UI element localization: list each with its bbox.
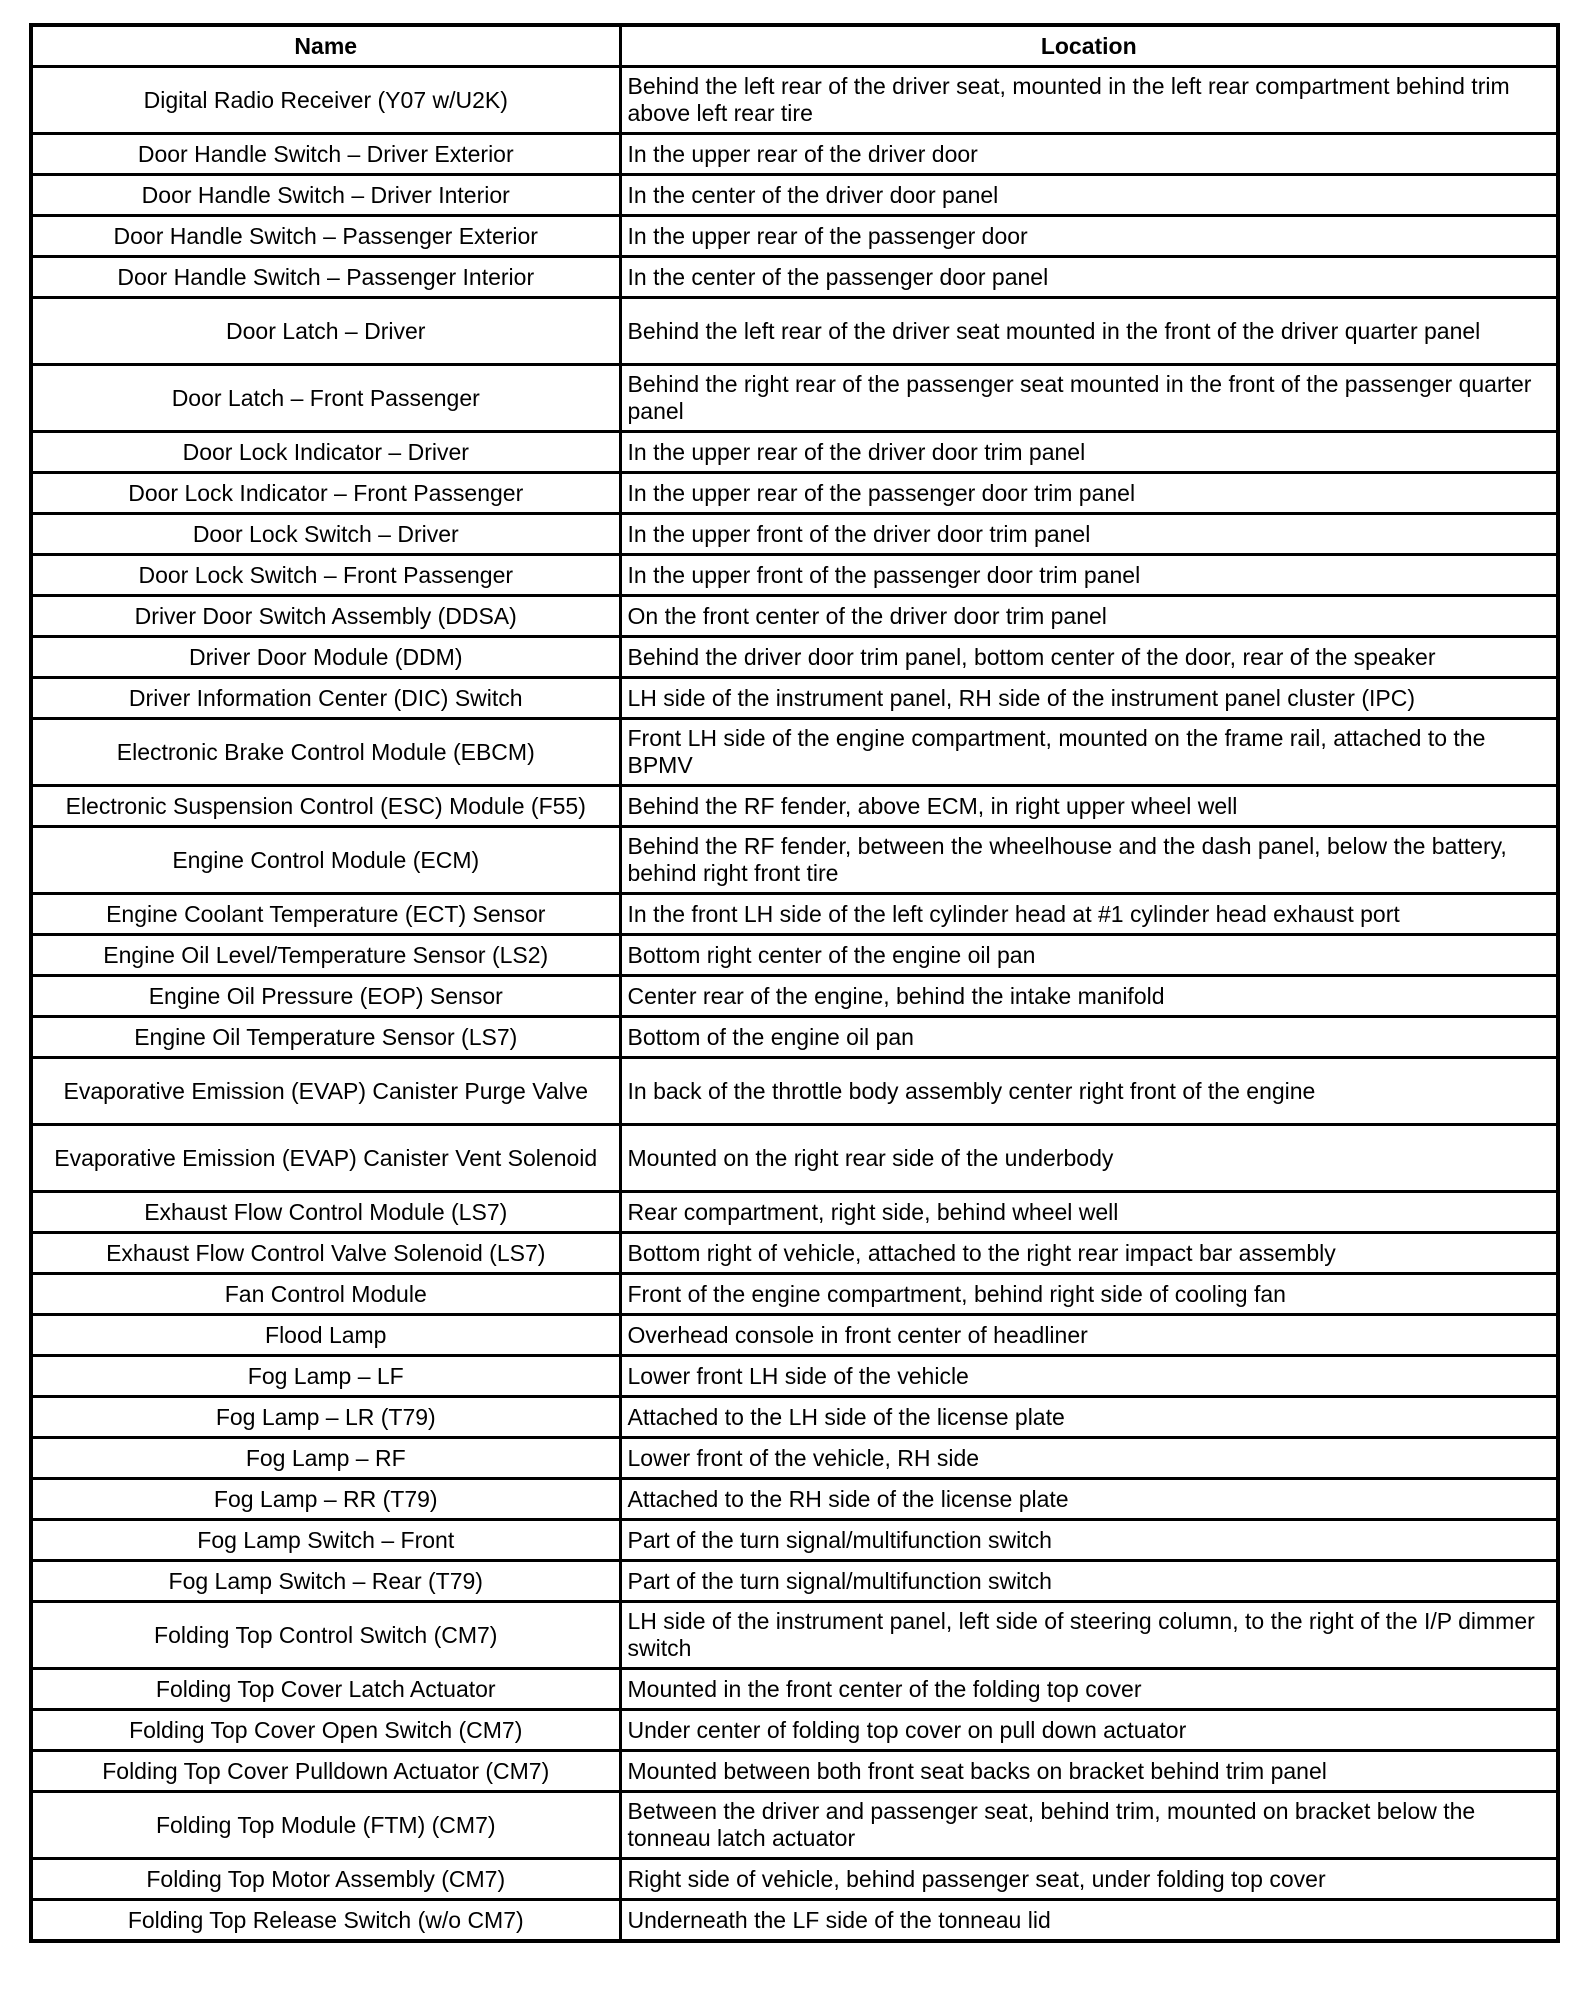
component-name-cell: Door Latch – Front Passenger (31, 365, 620, 432)
component-name-cell: Folding Top Release Switch (w/o CM7) (31, 1900, 620, 1942)
component-name-cell: Exhaust Flow Control Module (LS7) (31, 1192, 620, 1233)
component-location-cell: Between the driver and passenger seat, behind trim, mounted on bracket below the tonneau latch actuator (620, 1792, 1558, 1859)
table-row (31, 1602, 1558, 1669)
table-row (31, 1315, 1558, 1356)
component-name-cell: Fog Lamp Switch – Front (31, 1520, 620, 1561)
component-name-cell: Evaporative Emission (EVAP) Canister Purge Valve (31, 1058, 620, 1125)
table-row (31, 1520, 1558, 1561)
component-location-cell: Right side of vehicle, behind passenger seat, under folding top cover (620, 1859, 1558, 1900)
component-name-cell: Folding Top Module (FTM) (CM7) (31, 1792, 620, 1859)
component-location-cell: LH side of the instrument panel, RH side of the instrument panel cluster (IPC) (620, 678, 1558, 719)
table-row (31, 175, 1558, 216)
component-location-cell: LH side of the instrument panel, left side of steering column, to the right of the I/P dimmer switch (620, 1602, 1558, 1669)
component-name-cell: Electronic Brake Control Module (EBCM) (31, 719, 620, 786)
component-location-cell: In back of the throttle body assembly center right front of the engine (620, 1058, 1558, 1125)
component-name-cell: Electronic Suspension Control (ESC) Module (F55) (31, 786, 620, 827)
table-row (31, 365, 1558, 432)
component-name-cell: Folding Top Cover Pulldown Actuator (CM7) (31, 1751, 620, 1792)
component-name-cell: Door Lock Indicator – Front Passenger (31, 473, 620, 514)
table-row (31, 637, 1558, 678)
component-name-cell: Fog Lamp – RF (31, 1438, 620, 1479)
component-name-cell: Exhaust Flow Control Valve Solenoid (LS7) (31, 1233, 620, 1274)
component-name-cell: Engine Control Module (ECM) (31, 827, 620, 894)
table-row (31, 1274, 1558, 1315)
component-location-cell: Front LH side of the engine compartment, mounted on the frame rail, attached to the BPMV (620, 719, 1558, 786)
table-row (31, 134, 1558, 175)
component-name-cell: Driver Door Module (DDM) (31, 637, 620, 678)
component-name-cell: Digital Radio Receiver (Y07 w/U2K) (31, 67, 620, 134)
component-location-cell: Part of the turn signal/multifunction switch (620, 1561, 1558, 1602)
component-location-cell: In the upper rear of the driver door (620, 134, 1558, 175)
component-location-cell: On the front center of the driver door trim panel (620, 596, 1558, 637)
component-name-cell: Engine Coolant Temperature (ECT) Sensor (31, 894, 620, 935)
component-name-cell: Engine Oil Level/Temperature Sensor (LS2) (31, 935, 620, 976)
table-row (31, 976, 1558, 1017)
table-row (31, 1192, 1558, 1233)
component-name-cell: Folding Top Motor Assembly (CM7) (31, 1859, 620, 1900)
component-name-cell: Door Latch – Driver (31, 298, 620, 365)
component-location-cell: Behind the RF fender, above ECM, in right upper wheel well (620, 786, 1558, 827)
component-name-cell: Door Handle Switch – Passenger Exterior (31, 216, 620, 257)
component-location-cell: Underneath the LF side of the tonneau lid (620, 1900, 1558, 1942)
table-row (31, 1710, 1558, 1751)
table-row (31, 1900, 1558, 1942)
component-name-cell: Fog Lamp – LR (T79) (31, 1397, 620, 1438)
table-row (31, 298, 1558, 365)
component-location-cell: Bottom right of vehicle, attached to the right rear impact bar assembly (620, 1233, 1558, 1274)
component-location-cell: In the center of the passenger door panel (620, 257, 1558, 298)
component-location-cell: Lower front of the vehicle, RH side (620, 1438, 1558, 1479)
component-location-cell: Part of the turn signal/multifunction switch (620, 1520, 1558, 1561)
component-location-cell: In the front LH side of the left cylinder head at #1 cylinder head exhaust port (620, 894, 1558, 935)
component-location-cell: In the upper rear of the passenger door (620, 216, 1558, 257)
table-row (31, 1233, 1558, 1274)
component-location-table (29, 23, 1560, 1943)
component-name-cell: Door Handle Switch – Driver Exterior (31, 134, 620, 175)
table-row (31, 432, 1558, 473)
component-location-cell: Behind the left rear of the driver seat, mounted in the left rear compartment behind trim above left rear tire (620, 67, 1558, 134)
component-name-cell: Flood Lamp (31, 1315, 620, 1356)
component-location-cell: Rear compartment, right side, behind wheel well (620, 1192, 1558, 1233)
component-name-cell: Door Handle Switch – Passenger Interior (31, 257, 620, 298)
component-location-cell: Mounted on the right rear side of the underbody (620, 1125, 1558, 1192)
table-row (31, 514, 1558, 555)
component-name-cell: Folding Top Cover Open Switch (CM7) (31, 1710, 620, 1751)
component-location-cell: In the upper front of the passenger door trim panel (620, 555, 1558, 596)
component-location-cell: Behind the driver door trim panel, bottom center of the door, rear of the speaker (620, 637, 1558, 678)
table-row (31, 1859, 1558, 1900)
component-location-cell: Mounted between both front seat backs on bracket behind trim panel (620, 1751, 1558, 1792)
table-row (31, 257, 1558, 298)
component-location-cell: Bottom of the engine oil pan (620, 1017, 1558, 1058)
component-location-cell: Center rear of the engine, behind the intake manifold (620, 976, 1558, 1017)
component-name-cell: Fog Lamp Switch – Rear (T79) (31, 1561, 620, 1602)
header-row (31, 25, 1558, 67)
component-location-cell: Attached to the RH side of the license plate (620, 1479, 1558, 1520)
table-row (31, 596, 1558, 637)
table-row (31, 786, 1558, 827)
component-name-cell: Fan Control Module (31, 1274, 620, 1315)
table-row (31, 1792, 1558, 1859)
component-location-cell: In the upper front of the driver door trim panel (620, 514, 1558, 555)
location-column-header: Location (620, 25, 1558, 67)
component-location-cell: Under center of folding top cover on pull down actuator (620, 1710, 1558, 1751)
component-name-cell: Folding Top Cover Latch Actuator (31, 1669, 620, 1710)
component-name-cell: Driver Information Center (DIC) Switch (31, 678, 620, 719)
component-location-cell: Behind the RF fender, between the wheelhouse and the dash panel, below the battery, behind right front tire (620, 827, 1558, 894)
component-name-cell: Door Lock Indicator – Driver (31, 432, 620, 473)
component-location-cell: Overhead console in front center of headliner (620, 1315, 1558, 1356)
table-row (31, 1017, 1558, 1058)
table-row (31, 1561, 1558, 1602)
component-name-cell: Fog Lamp – RR (T79) (31, 1479, 620, 1520)
component-name-cell: Folding Top Control Switch (CM7) (31, 1602, 620, 1669)
component-name-cell: Engine Oil Temperature Sensor (LS7) (31, 1017, 620, 1058)
table-body (31, 67, 1558, 1942)
table-row (31, 555, 1558, 596)
table-row (31, 1751, 1558, 1792)
component-location-cell: In the upper rear of the passenger door trim panel (620, 473, 1558, 514)
table-row (31, 935, 1558, 976)
table-row (31, 1438, 1558, 1479)
table-row (31, 1397, 1558, 1438)
component-name-cell: Evaporative Emission (EVAP) Canister Vent Solenoid (31, 1125, 620, 1192)
component-location-cell: Behind the left rear of the driver seat mounted in the front of the driver quarter panel (620, 298, 1558, 365)
component-location-cell: Behind the right rear of the passenger seat mounted in the front of the passenger quarter panel (620, 365, 1558, 432)
name-column-header: Name (31, 25, 620, 67)
component-location-cell: Bottom right center of the engine oil pan (620, 935, 1558, 976)
table-row (31, 678, 1558, 719)
component-name-cell: Door Lock Switch – Driver (31, 514, 620, 555)
component-name-cell: Engine Oil Pressure (EOP) Sensor (31, 976, 620, 1017)
table-row (31, 719, 1558, 786)
component-name-cell: Driver Door Switch Assembly (DDSA) (31, 596, 620, 637)
component-location-cell: In the upper rear of the driver door trim panel (620, 432, 1558, 473)
component-name-cell: Door Lock Switch – Front Passenger (31, 555, 620, 596)
component-location-cell: Mounted in the front center of the folding top cover (620, 1669, 1558, 1710)
component-location-cell: Lower front LH side of the vehicle (620, 1356, 1558, 1397)
component-location-cell: Attached to the LH side of the license plate (620, 1397, 1558, 1438)
table-row (31, 216, 1558, 257)
component-location-cell: In the center of the driver door panel (620, 175, 1558, 216)
table-row (31, 894, 1558, 935)
table-row (31, 1125, 1558, 1192)
component-location-cell: Front of the engine compartment, behind right side of cooling fan (620, 1274, 1558, 1315)
table-row (31, 1058, 1558, 1125)
table-row (31, 67, 1558, 134)
component-name-cell: Door Handle Switch – Driver Interior (31, 175, 620, 216)
component-name-cell: Fog Lamp – LF (31, 1356, 620, 1397)
table-row (31, 827, 1558, 894)
table-row (31, 1669, 1558, 1710)
table-row (31, 473, 1558, 514)
table-row (31, 1479, 1558, 1520)
table-row (31, 1356, 1558, 1397)
